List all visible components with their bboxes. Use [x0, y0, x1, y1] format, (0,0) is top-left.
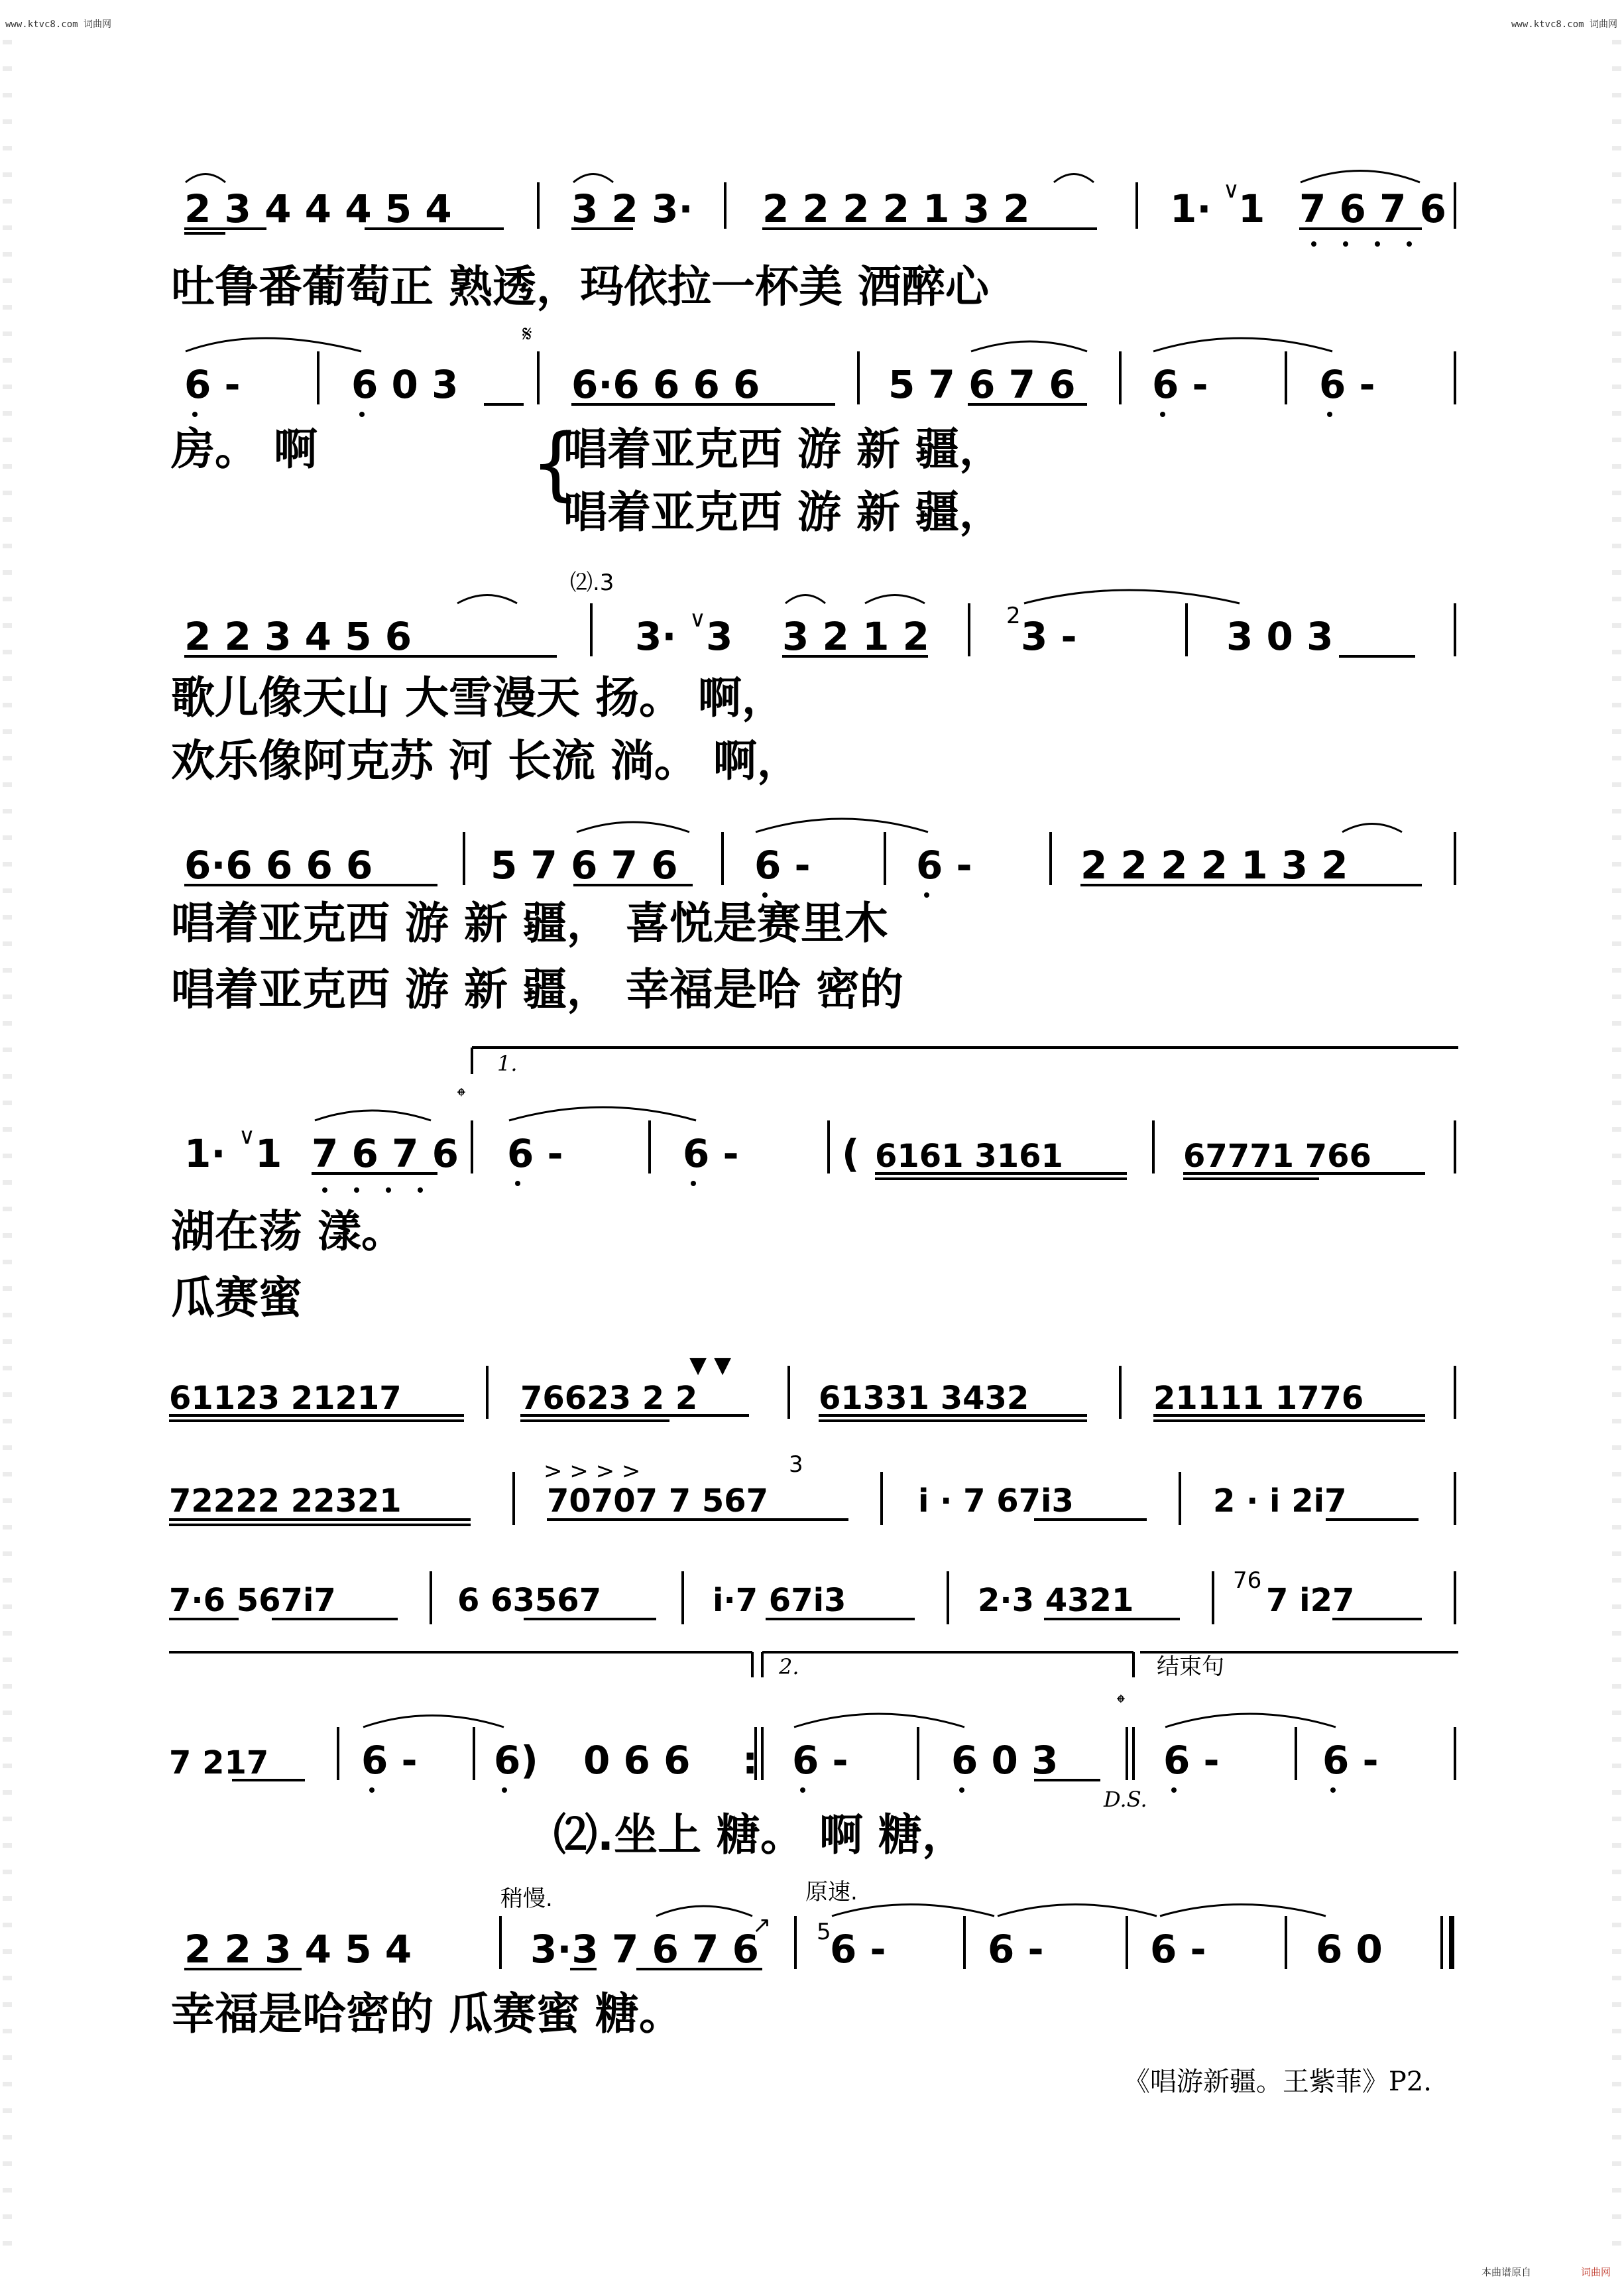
svg-text:6 -: 6 - [792, 1738, 848, 1783]
lyrics-row-2-a: 房。 啊 [171, 424, 318, 475]
svg-text:6 -: 6 - [1163, 1738, 1220, 1783]
svg-text:5: 5 [817, 1919, 831, 1945]
svg-text:> > > >: > > > > [544, 1458, 641, 1484]
svg-text:6 -: 6 - [1319, 362, 1375, 407]
svg-text:70707 7 567: 70707 7 567 [547, 1482, 769, 1520]
svg-text:2 3 4 4 4 5 4: 2 3 4 4 4 5 4 [184, 186, 452, 231]
svg-text:(: ( [842, 1131, 860, 1176]
svg-text:61331 3432: 61331 3432 [819, 1380, 1029, 1417]
svg-text:2 · i 2i7: 2 · i 2i7 [1213, 1482, 1347, 1520]
svg-text:7 6 7 6: 7 6 7 6 [312, 1131, 459, 1176]
row-9-notes [169, 1652, 1458, 1812]
svg-text:6 -: 6 - [683, 1131, 739, 1176]
tempo-original-mark: 原速. [805, 1879, 858, 1905]
svg-text:61123 21217: 61123 21217 [169, 1380, 402, 1417]
svg-text:2 2 2 2 1 3 2: 2 2 2 2 1 3 2 [762, 186, 1030, 231]
svg-text:6): 6) [494, 1738, 538, 1783]
svg-text:6 -: 6 - [988, 1927, 1044, 1972]
second-time-3-mark: ⑵.3 [570, 570, 614, 596]
svg-text:2 2 3 4 5 4: 2 2 3 4 5 4 [184, 1927, 412, 1972]
svg-text:1·: 1· [1170, 186, 1212, 231]
row-5-notes [184, 1048, 1458, 1193]
svg-text:0 6 6: 0 6 6 [583, 1738, 691, 1783]
svg-text:6 -: 6 - [754, 843, 811, 888]
row-8-notes [169, 1567, 1455, 1624]
svg-text:1: 1 [1238, 186, 1265, 231]
lyrics-row-5-b: 瓜赛蜜 [171, 1272, 302, 1323]
row-1-notes [184, 171, 1455, 247]
lyrics-row-2-c: 唱着亚克西 游 新 疆， [563, 487, 1003, 538]
svg-text:6 -: 6 - [830, 1927, 886, 1972]
lyrics-row-4-b: 唱着亚克西 游 新 疆， 幸福是哈 密的 [171, 964, 903, 1015]
coda-mark-2: 𝄌 [1117, 1690, 1125, 1716]
svg-text:6 0 3: 6 0 3 [351, 362, 459, 407]
svg-text:∨: ∨ [239, 1123, 255, 1150]
row-7-notes [169, 1451, 1455, 1525]
row-2-notes [184, 321, 1455, 417]
svg-text:i · 7 67i3: i · 7 67i3 [918, 1482, 1074, 1520]
ending-1-mark: 1. [497, 1051, 518, 1076]
svg-text:2·3 4321: 2·3 4321 [978, 1582, 1134, 1619]
row-4-notes [184, 819, 1455, 898]
svg-text:↗: ↗ [752, 1912, 772, 1939]
row-10-notes [184, 1879, 1452, 1972]
svg-text:5 7 6 7 6: 5 7 6 7 6 [888, 362, 1076, 407]
lyrics-row-2-b: 唱着亚克西 游 新 疆， [563, 424, 1003, 475]
lyrics-row-5-a: 湖在荡 漾。 [171, 1206, 405, 1257]
site-watermark-right: www.ktvc8.com 词曲网 [1511, 19, 1617, 30]
svg-text:6·6 6 6 6: 6·6 6 6 6 [184, 843, 373, 888]
row-6-notes [169, 1352, 1455, 1421]
svg-text:3·: 3· [635, 614, 677, 659]
lyrics-row-10: 幸福是哈密的 瓜赛蜜 糖。 [171, 1988, 683, 2039]
svg-text:7·6 567i7: 7·6 567i7 [169, 1582, 336, 1619]
ds-mark: D.S. [1104, 1787, 1147, 1812]
svg-text:3·3 7 6 7 6: 3·3 7 6 7 6 [530, 1927, 759, 1972]
svg-text:6161 3161: 6161 3161 [875, 1138, 1063, 1175]
svg-text:6 -: 6 - [361, 1738, 418, 1783]
svg-text:76: 76 [1233, 1567, 1262, 1594]
svg-text:2 2 2 2 1 3 2: 2 2 2 2 1 3 2 [1080, 843, 1348, 888]
lyrics-row-3-a: 歌儿像天山 大雪漫天 扬。 啊， [171, 672, 785, 723]
svg-text:6 -: 6 - [507, 1131, 563, 1176]
svg-text:6 -: 6 - [1150, 1927, 1206, 1972]
svg-text:3 0 3: 3 0 3 [1226, 614, 1334, 659]
segno-mark: 𝄋 [522, 321, 532, 347]
svg-text:7 217: 7 217 [169, 1744, 269, 1781]
svg-text:1·: 1· [184, 1131, 226, 1176]
source-caption: 《唱游新疆。王紫菲》P2. [1123, 2067, 1432, 2097]
svg-text:1: 1 [255, 1131, 282, 1176]
bottom-credit: 本曲谱原自 [1481, 2266, 1531, 2278]
svg-text:2 2 3 4 5 6: 2 2 3 4 5 6 [184, 614, 412, 659]
lyrics-row-9: ⑵.坐上 糖。 啊 糖， [553, 1809, 966, 1860]
svg-text:6 0: 6 0 [1316, 1927, 1383, 1972]
svg-text:6 0 3: 6 0 3 [951, 1738, 1059, 1783]
svg-text:∨: ∨ [689, 606, 706, 632]
svg-text:72222 22321: 72222 22321 [169, 1482, 402, 1520]
svg-text:5 7 6 7 6: 5 7 6 7 6 [491, 843, 678, 888]
svg-text:6 -: 6 - [1152, 362, 1208, 407]
svg-text:3: 3 [706, 614, 733, 659]
svg-text:21111 1776: 21111 1776 [1153, 1380, 1364, 1417]
svg-text:6 -: 6 - [916, 843, 972, 888]
end-phrase-mark: 结束句 [1157, 1653, 1224, 1680]
svg-text:6 -: 6 - [184, 362, 241, 407]
ending-2-mark: 2. [779, 1654, 799, 1679]
site-watermark-left: www.ktvc8.com 词曲网 [5, 19, 112, 30]
svg-text:▼ ▼: ▼ ▼ [689, 1352, 732, 1378]
svg-text:76623 2 2: 76623 2 2 [520, 1380, 698, 1417]
tempo-slow-mark: 稍慢. [500, 1886, 553, 1912]
svg-text:2: 2 [1006, 603, 1021, 629]
svg-text:3 -: 3 - [1021, 614, 1077, 659]
svg-text:6·6 6 6 6: 6·6 6 6 6 [571, 362, 760, 407]
svg-text:3 2 1 2: 3 2 1 2 [782, 614, 930, 659]
svg-text:∨: ∨ [1223, 177, 1240, 204]
lyrics-row-4-a: 唱着亚克西 游 新 疆， 喜悦是赛里木 [171, 898, 888, 949]
svg-text:3 2 3·: 3 2 3· [571, 186, 693, 231]
svg-text:6 -: 6 - [1322, 1738, 1379, 1783]
svg-text:67771 766: 67771 766 [1183, 1138, 1371, 1175]
svg-text:3: 3 [789, 1451, 803, 1478]
lyrics-row-1: 吐鲁番葡萄正 熟透，玛依拉一杯美 酒醉心 [171, 261, 989, 312]
bottom-site-logo[interactable]: 词曲网 [1580, 2266, 1611, 2278]
svg-text:6 63567: 6 63567 [457, 1582, 602, 1619]
svg-text::: : [742, 1738, 758, 1783]
svg-text:7 6 7 6: 7 6 7 6 [1299, 186, 1447, 231]
svg-text:i·7 67i3: i·7 67i3 [713, 1582, 846, 1619]
coda-mark-1: 𝄌 [457, 1083, 465, 1110]
lyrics-row-3-b: 欢乐像阿克苏 河 长流 淌。 啊， [171, 735, 801, 786]
row-3-notes [184, 570, 1455, 659]
svg-text:7 i27: 7 i27 [1266, 1582, 1355, 1619]
lyrics-brace: { [530, 418, 581, 510]
